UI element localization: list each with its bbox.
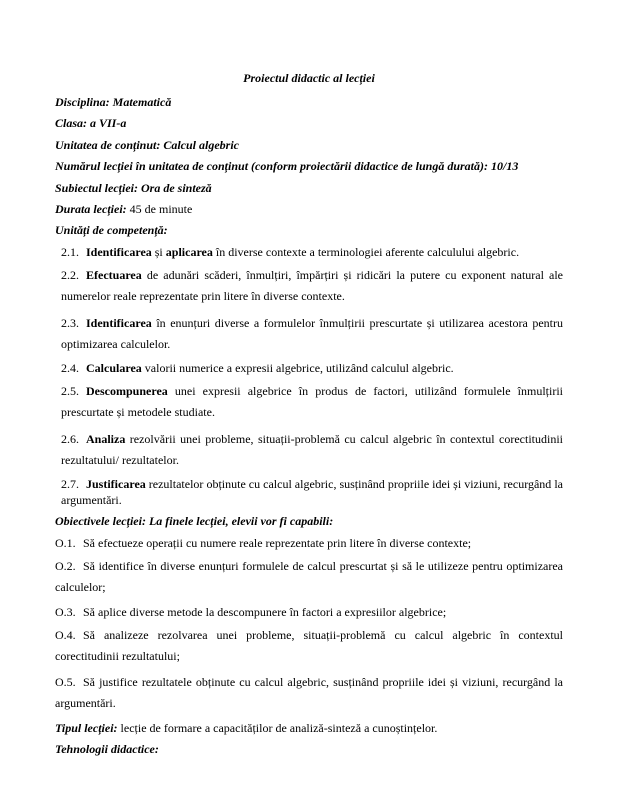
header-line: Clasa: a VII-a	[55, 116, 127, 131]
objective-item: O.4. Să analizeze rezolvarea unei probleme, situații-problemă cu calcul algebric în contextul corectitudinii rezultatului;	[55, 628, 563, 664]
header-line: Subiectul lecției: Ora de sinteză	[55, 180, 212, 195]
header-line: Numărul lecției în unitatea de conținut (conform proiectării didactice de lungă durată): 10/13	[55, 159, 519, 174]
obiective-list	[55, 535, 563, 715]
competence-item: 2.4. Calcularea valorii numerice a expresii algebrice, utilizând calculul algebric.	[61, 360, 454, 375]
competence-item: 2.5. Descompunerea unei expresii algebrice în produs de factori, utilizând formulele înmulțirii prescurtate și metodele studiate.	[61, 384, 563, 420]
header-line: Disciplina: Matematică	[55, 95, 172, 109]
competence-item: 2.1. Identificarea și aplicarea în diverse contexte a terminologiei aferente calculului algebric.	[61, 244, 520, 259]
tehnologii-heading: Tehnologii didactice:	[55, 742, 159, 757]
lesson-type-line: Tipul lecției: lecție de formare a capacităților de analiză-sinteză a cunoștințelor.	[55, 720, 438, 735]
competence-item: 2.3. Identificarea în enunțuri diverse a formulelor înmulțirii prescurtate și utilizarea acestora pentru optimizarea calculelor.	[61, 315, 563, 351]
lesson-plan-page	[55, 70, 563, 763]
page-title: Proiectul didactic al lecției	[243, 71, 375, 85]
competence-item: 2.6. Analiza rezolvării unei probleme, situații-problemă cu calcul algebric în contextul corectitudinii rezultatului/ rezultatelor.	[61, 431, 563, 467]
objective-item: O.3. Să aplice diverse metode la descompunere în factori a expresiilor algebrice;	[55, 604, 447, 619]
competente-list	[55, 244, 563, 508]
competence-item: 2.7. Justificarea rezultatelor obținute cu calcul algebric, susținând propriile idei și viziuni, recurgând la argumentări.	[61, 477, 563, 508]
objective-item: O.2. Să identifice în diverse enunțuri formulele de calcul prescurtat și să le utilizeze pentru optimizarea calculelor;	[55, 559, 563, 595]
duration-line: Durata lecției: 45 de minute	[55, 201, 193, 216]
objective-item: O.5. Să justifice rezultatele obținute cu calcul algebric, susținând propriile idei și viziuni, recurgând la argumentări.	[55, 675, 563, 711]
header-block	[55, 94, 563, 217]
objective-item: O.1. Să efectueze operații cu numere reale reprezentate prin litere în diverse contexte;	[55, 535, 472, 550]
obiective-heading: Obiectivele lecției: La finele lecției, elevii vor fi capabili:	[55, 514, 334, 529]
competente-heading: Unități de competență:	[55, 223, 168, 238]
header-line: Unitatea de conținut: Calcul algebric	[55, 137, 240, 152]
competence-item: 2.2. Efectuarea de adunări scăderi, înmulțiri, împărțiri și ridicări la putere cu exponent natural ale numerelor reale reprezentate prin litere în diverse contexte.	[61, 268, 563, 304]
